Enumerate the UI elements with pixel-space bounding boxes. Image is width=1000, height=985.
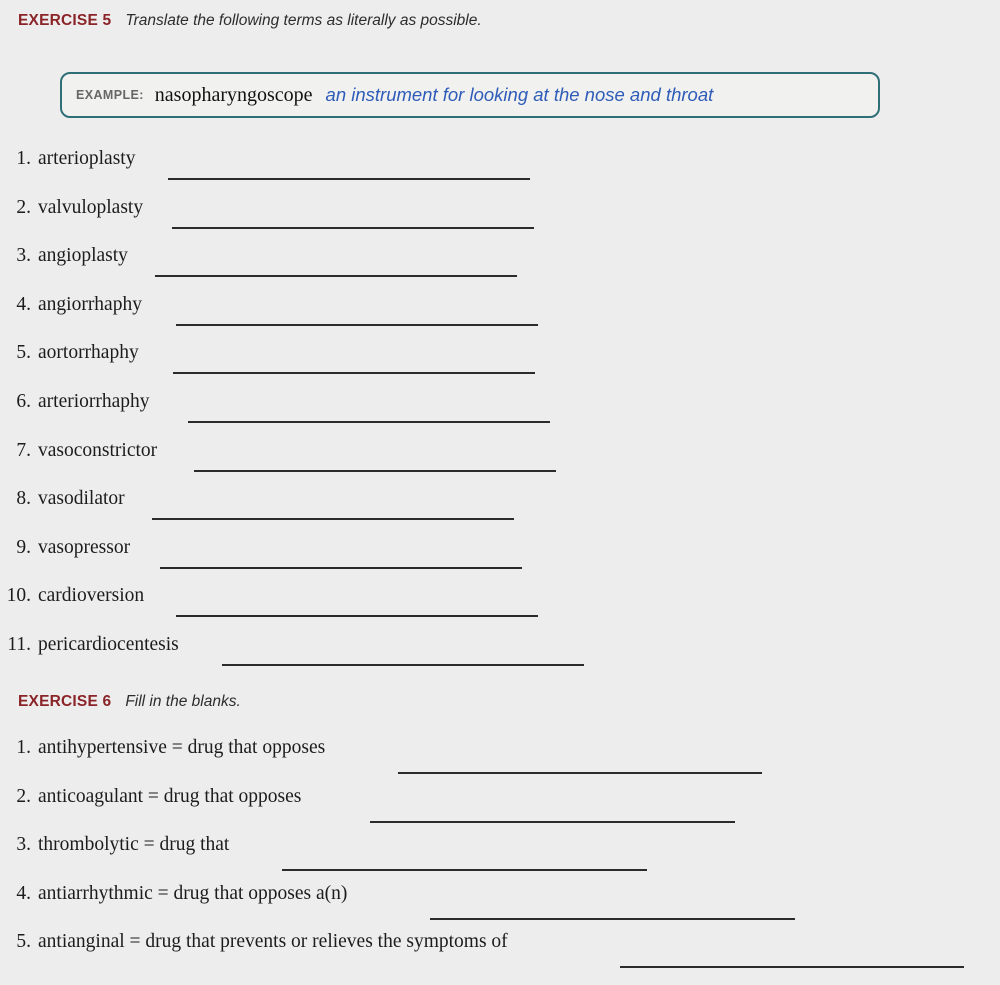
item-term: vasoconstrictor bbox=[38, 439, 158, 461]
sentence-line bbox=[0, 833, 1000, 857]
item-term: pericardiocentesis bbox=[38, 633, 179, 655]
list-item bbox=[0, 882, 1000, 931]
item-term: aortorrhaphy bbox=[38, 342, 139, 364]
term-line bbox=[0, 196, 1000, 220]
list-item bbox=[0, 633, 1000, 682]
term-line bbox=[0, 293, 1000, 317]
answer-blank[interactable] bbox=[282, 869, 647, 871]
item-term: arterioplasty bbox=[38, 148, 136, 169]
item-number: 4. bbox=[16, 293, 31, 315]
sentence-line bbox=[0, 736, 1000, 760]
answer-blank[interactable] bbox=[173, 372, 535, 374]
item-number: 9. bbox=[16, 536, 31, 558]
item-term: vasodilator bbox=[38, 488, 125, 510]
answer-blank[interactable] bbox=[194, 470, 556, 472]
list-item bbox=[0, 196, 1000, 245]
answer-blank[interactable] bbox=[160, 567, 522, 569]
list-item bbox=[0, 439, 1000, 488]
item-sentence: anticoagulant = drug that opposes bbox=[38, 785, 302, 807]
example-box bbox=[60, 72, 880, 118]
item-term: arteriorrhaphy bbox=[38, 390, 150, 412]
answer-blank[interactable] bbox=[620, 966, 964, 968]
sentence-line bbox=[0, 882, 1000, 906]
exercise-5-list bbox=[0, 147, 1000, 682]
answer-blank[interactable] bbox=[155, 275, 517, 277]
term-line bbox=[0, 244, 1000, 268]
list-item bbox=[0, 293, 1000, 342]
answer-blank[interactable] bbox=[172, 227, 534, 229]
item-number: 7. bbox=[16, 439, 31, 461]
item-sentence: antihypertensive = drug that opposes bbox=[38, 737, 326, 758]
example-term: nasopharyngoscope bbox=[154, 83, 313, 106]
exercise-5-title: EXERCISE 5 bbox=[18, 12, 112, 29]
item-number: 4. bbox=[16, 882, 31, 904]
list-item bbox=[0, 244, 1000, 293]
sentence-line bbox=[0, 930, 1000, 954]
example-answer: an instrument for looking at the nose and throat bbox=[325, 84, 714, 105]
term-line bbox=[0, 536, 1000, 560]
item-term: angiorrhaphy bbox=[38, 293, 142, 315]
list-item bbox=[0, 341, 1000, 390]
list-item bbox=[0, 584, 1000, 633]
answer-blank[interactable] bbox=[430, 918, 795, 920]
term-line bbox=[0, 439, 1000, 463]
sentence-line bbox=[0, 785, 1000, 809]
item-term: valvuloplasty bbox=[38, 196, 144, 218]
item-number: 5. bbox=[16, 931, 31, 953]
item-number: 6. bbox=[16, 390, 31, 412]
item-number: 3. bbox=[16, 834, 31, 856]
answer-blank[interactable] bbox=[370, 821, 735, 823]
answer-blank[interactable] bbox=[152, 518, 514, 520]
term-line bbox=[0, 584, 1000, 608]
list-item bbox=[0, 736, 1000, 785]
item-number: 1. bbox=[16, 737, 31, 758]
item-term: angioplasty bbox=[38, 245, 128, 267]
item-number: 5. bbox=[16, 342, 31, 364]
item-number: 1. bbox=[16, 148, 31, 169]
term-line bbox=[0, 390, 1000, 414]
item-number: 8. bbox=[16, 488, 31, 510]
item-number: 3. bbox=[16, 245, 31, 267]
term-line bbox=[0, 633, 1000, 657]
item-number: 11. bbox=[7, 633, 31, 655]
exercise-6-title: EXERCISE 6 bbox=[18, 693, 112, 710]
exercise-5-header bbox=[18, 12, 482, 30]
list-item bbox=[0, 785, 1000, 834]
item-sentence: antianginal = drug that prevents or relieves the symptoms of bbox=[38, 931, 508, 953]
term-line bbox=[0, 487, 1000, 511]
answer-blank[interactable] bbox=[222, 664, 584, 666]
item-number: 10. bbox=[6, 585, 31, 607]
item-term: vasopressor bbox=[38, 536, 131, 558]
answer-blank[interactable] bbox=[168, 178, 530, 180]
exercise-6-list bbox=[0, 736, 1000, 979]
item-term: cardioversion bbox=[38, 585, 145, 607]
item-number: 2. bbox=[16, 785, 31, 807]
item-number: 2. bbox=[16, 196, 31, 218]
term-line bbox=[0, 341, 1000, 365]
list-item bbox=[0, 390, 1000, 439]
exercise-6-instructions: Fill in the blanks. bbox=[125, 693, 241, 710]
list-item bbox=[0, 147, 1000, 196]
list-item bbox=[0, 536, 1000, 585]
answer-blank[interactable] bbox=[176, 324, 538, 326]
answer-blank[interactable] bbox=[176, 615, 538, 617]
item-sentence: antiarrhythmic = drug that opposes a(n) bbox=[38, 882, 348, 904]
answer-blank[interactable] bbox=[188, 421, 550, 423]
example-label: EXAMPLE: bbox=[76, 88, 144, 102]
item-sentence: thrombolytic = drug that bbox=[38, 834, 230, 856]
answer-blank[interactable] bbox=[398, 772, 762, 774]
list-item bbox=[0, 487, 1000, 536]
list-item bbox=[0, 930, 1000, 979]
exercise-6-header bbox=[18, 693, 241, 711]
exercise-5-instructions: Translate the following terms as literally as possible. bbox=[125, 12, 482, 29]
list-item bbox=[0, 833, 1000, 882]
term-line bbox=[0, 147, 1000, 171]
